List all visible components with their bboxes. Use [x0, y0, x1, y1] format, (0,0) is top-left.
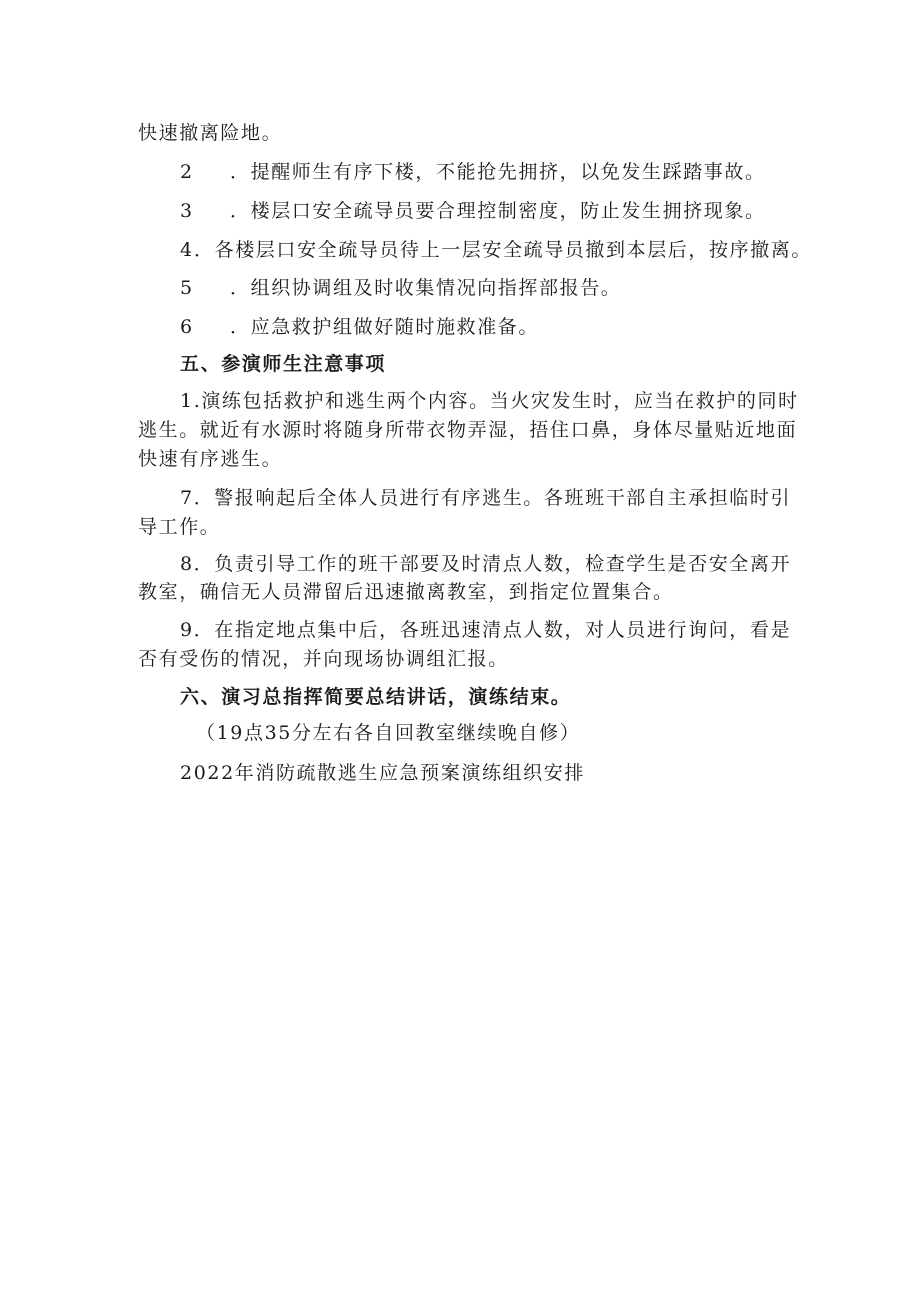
step-5 [180, 276, 621, 300]
section-heading-5: 五、参演师生注意事项 [180, 353, 387, 375]
item-8-line-1: 8．负责引导工作的班干部要及时清点人数，检查学生是否安全离开 [180, 553, 792, 575]
item-9-line-2: 否有受伤的情况，并向现场协调组汇报。 [138, 648, 509, 670]
continuation-text: 快速撤离险地。 [138, 122, 283, 144]
step-number: 2 [180, 161, 194, 183]
item-7-line-1: 7．警报响起后全体人员进行有序逃生。各班班干部自主承担临时引 [180, 487, 792, 509]
step-number: 5 [180, 277, 194, 299]
item-7-line-2: 导工作。 [138, 516, 221, 538]
step-number: 6 [180, 316, 194, 338]
step-text: ．组织协调组及时收集情况向指挥部报告。 [230, 277, 622, 299]
step-number: 3 [180, 200, 194, 222]
step-3 [180, 199, 766, 223]
item-1-line-3: 快速有序逃生。 [138, 448, 283, 470]
step-text: ．应急救护组做好随时施救准备。 [230, 316, 540, 338]
step-text: ．提醒师生有序下楼，不能抢先拥挤，以免发生踩踏事故。 [230, 161, 766, 183]
item-9-line-1: 9．在指定地点集中后，各班迅速清点人数，对人员进行询问，看是 [180, 619, 792, 641]
step-text: ．各楼层口安全疏导员待上一层安全疏导员撤到本层后，按序撤离。 [194, 239, 813, 261]
schedule-note: （19点35分左右各自回教室继续晚自修） [196, 722, 581, 744]
section-heading-6: 六、演习总指挥简要总结讲话，演练结束。 [180, 686, 572, 708]
document-title-footer: 2022年消防疏散逃生应急预案演练组织安排 [180, 762, 585, 784]
step-2 [180, 160, 766, 184]
item-1-line-1: 1.演练包括救护和逃生两个内容。当火灾发生时，应当在救护的同时 [180, 390, 799, 412]
item-1-line-2: 逃生。就近有水源时将随身所带衣物弄湿，捂住口鼻，身体尽量贴近地面 [138, 419, 798, 441]
step-number: 4 [180, 239, 194, 261]
step-6 [180, 315, 539, 339]
item-8-line-2: 教室，确信无人员滞留后迅速撤离教室，到指定位置集合。 [138, 581, 674, 603]
step-text: ．楼层口安全疏导员要合理控制密度，防止发生拥挤现象。 [230, 200, 766, 222]
step-4 [180, 238, 812, 262]
